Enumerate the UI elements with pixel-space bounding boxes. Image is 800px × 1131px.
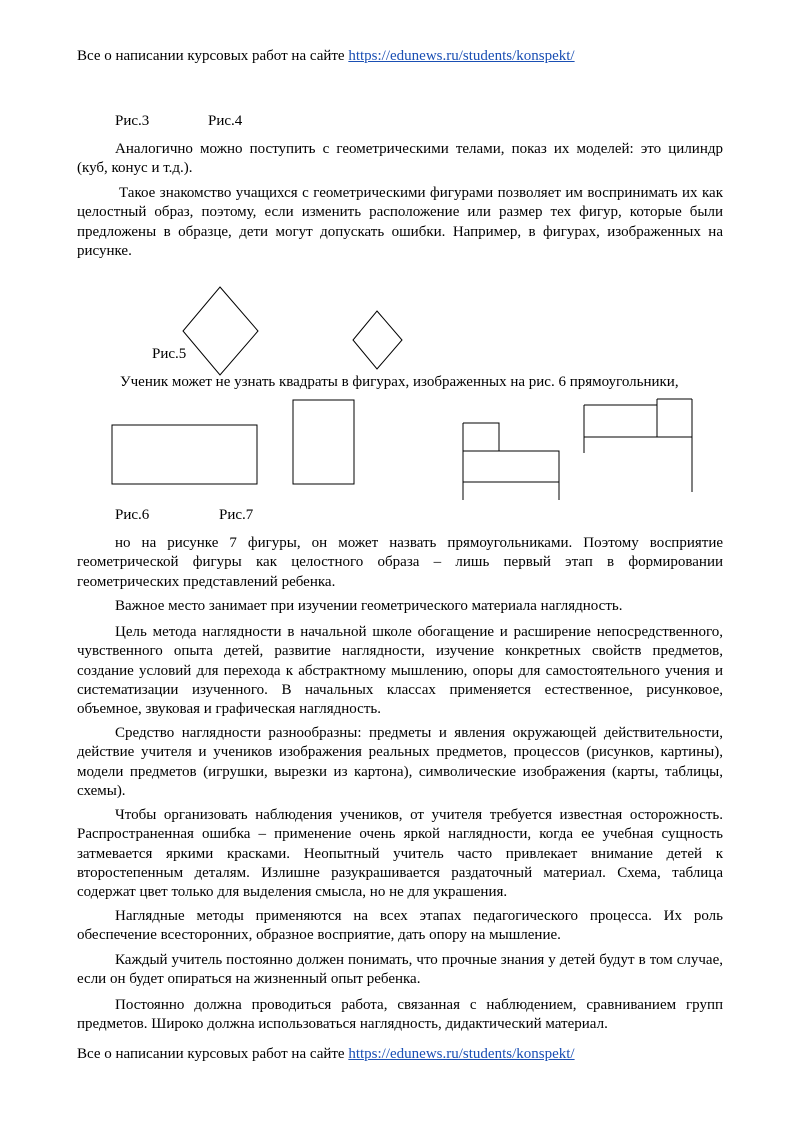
paragraph: Наглядные методы применяются на всех этапах педагогического процесса. Их роль обеспечение всесторонних, образное восприятие, дать опору на мышление. xyxy=(77,908,723,944)
paragraph: Такое знакомство учащихся с геометрическими фигурами позволяет им воспринимать их как целостный образ, поэтому, если изменить расположение или размер тех фигур, которые были предложены в образце, дети могут допускать ошибки. Например, в фигурах, изображенных на рисунке. xyxy=(77,185,723,259)
paragraph: Каждый учитель постоянно должен понимать, что прочные знания у детей будут в том случае, если он будет опираться на жизненный опыт ребенка. xyxy=(77,952,723,988)
caption-fig4: Рис.4 xyxy=(208,113,243,129)
paragraph: Цель метода наглядности в начальной школе обогащение и расширение непосредственного, чувственного опыта детей, развитие наглядности, изучение конкретных свойств предметов, создание условий для перехода к абстрактному мышлению, опоры для самостоятельного учения и систематизации изученного. В начальных классах применяется естественное, рисунковое, объемное, звуковая и графическая наглядность. xyxy=(77,624,723,718)
rhombus-large xyxy=(183,287,258,375)
caption-fig5: Рис.5 xyxy=(152,346,187,362)
paragraph: но на рисунке 7 фигуры, он может назвать прямоугольниками. Поэтому восприятие геометрической фигуры как целостного образа – лишь первый этап в формировании геометрических представлений ребенка. xyxy=(77,535,723,590)
rhombus-small xyxy=(353,311,402,369)
header-link[interactable]: https://edunews.ru/students/konspekt/ xyxy=(348,48,575,64)
page-footer xyxy=(77,1046,575,1063)
caption-fig3: Рис.3 xyxy=(115,113,150,129)
footer-text: Все о написании курсовых работ на сайте xyxy=(77,1046,349,1062)
header-text: Все о написании курсовых работ на сайте xyxy=(77,48,349,64)
rectangle-wide xyxy=(112,425,257,484)
rectangle-tall xyxy=(293,400,354,484)
paragraph: Средство наглядности разнообразны: предметы и явления окружающей действительности, действие учителя и учеников изображения реальных предметов, процессов (рисунков, картины), модели предметов (игрушки, вырезки из картона), символические изображения (карты, таблицы, схемы). xyxy=(77,725,723,799)
footer-link[interactable]: https://edunews.ru/students/konspekt/ xyxy=(348,1046,575,1062)
paragraph: Чтобы организовать наблюдения учеников, от учителя требуется известная осторожность. Распространенная ошибка – применение очень яркой наглядности, когда ее учебная сущность затмевается яркими красками. Неопытный учитель часто привлекает внимание детей к второстепенным деталям. Излишне разукрашивается раздаточный материал. Схема, таблица содержат цвет только для выделения смысла, но не для украшения. xyxy=(77,807,723,901)
paragraph: Постоянно должна проводиться работа, связанная с наблюдением, сравниванием групп предметов. Широко должна использоваться наглядность, дидактический материал. xyxy=(77,997,723,1033)
caption-fig7: Рис.7 xyxy=(219,507,254,523)
paragraph: Важное место занимает при изучении геометрического материала наглядность. xyxy=(115,598,623,614)
paragraph: Аналогично можно поступить с геометрическими телами, показ их моделей: это цилиндр (куб, конус и т.д.). xyxy=(77,141,723,177)
caption-fig6: Рис.6 xyxy=(115,507,150,523)
composite-figure-1 xyxy=(463,423,559,500)
paragraph: Ученик может не узнать квадраты в фигурах, изображенных на рис. 6 прямоугольники, xyxy=(120,374,679,390)
